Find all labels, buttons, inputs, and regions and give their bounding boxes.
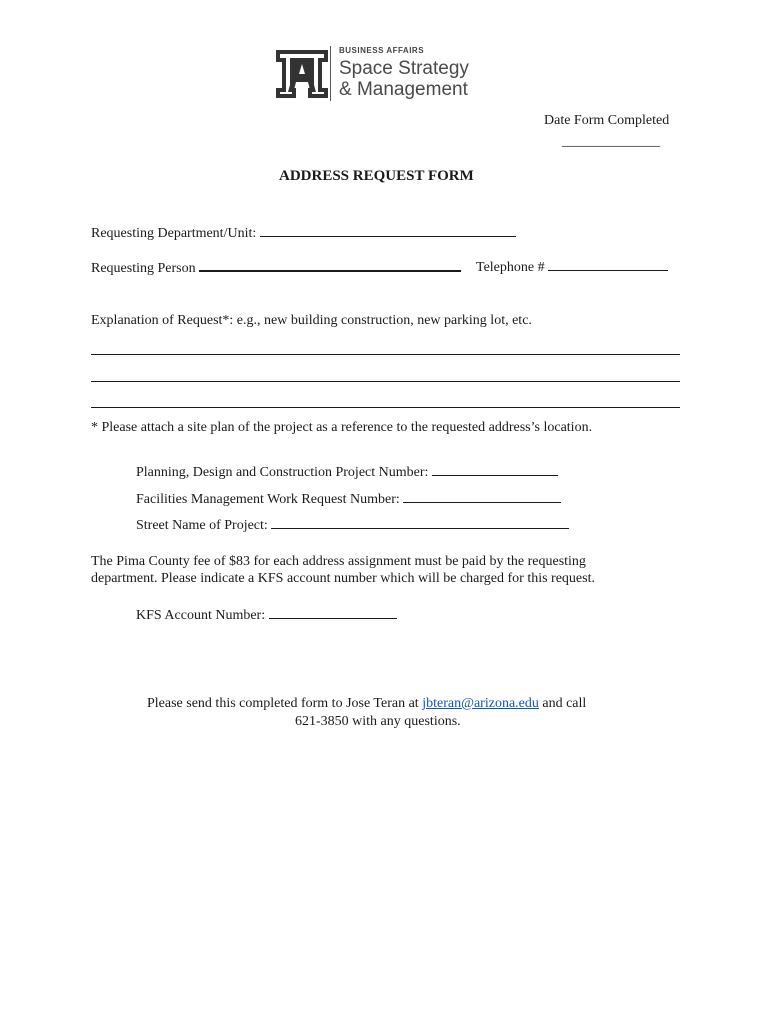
person-row xyxy=(91,258,461,277)
pdc-label: Planning, Design and Construction Project Number: xyxy=(136,465,429,480)
logo-small-text: BUSINESS AFFAIRS xyxy=(339,46,425,55)
department-label: Requesting Department/Unit: xyxy=(91,226,257,241)
footer-line-2: 621-3850 with any questions. xyxy=(295,714,461,729)
email-link[interactable]: jbteran@arizona.edu xyxy=(422,696,539,711)
kfs-label: KFS Account Number: xyxy=(136,608,266,623)
kfs-row xyxy=(136,606,397,624)
kfs-field[interactable] xyxy=(269,606,397,619)
fm-row xyxy=(136,490,561,508)
fm-label: Facilities Management Work Request Number: xyxy=(136,492,400,507)
pdc-field[interactable] xyxy=(432,463,558,476)
university-logo xyxy=(276,44,328,104)
explanation-line-1[interactable] xyxy=(91,354,680,355)
telephone-label: Telephone # xyxy=(476,260,545,275)
pdc-row xyxy=(136,463,558,481)
street-row xyxy=(136,516,569,534)
explanation-line-2[interactable] xyxy=(91,381,680,382)
telephone-field[interactable] xyxy=(548,258,668,271)
fm-field[interactable] xyxy=(403,490,561,503)
footer-prefix: Please send this completed form to Jose Teran at xyxy=(147,696,419,711)
telephone-row xyxy=(476,258,668,276)
department-row xyxy=(91,224,516,242)
site-plan-note: * Please attach a site plan of the project as a reference to the requested address’s location. xyxy=(91,420,593,435)
date-completed-label: Date Form Completed xyxy=(544,113,670,128)
form-title: ADDRESS REQUEST FORM xyxy=(279,168,474,184)
explanation-label: Explanation of Request*: e.g., new building construction, new parking lot, etc. xyxy=(91,313,532,328)
logo-line-2: & Management xyxy=(339,79,468,100)
street-label: Street Name of Project: xyxy=(136,518,268,533)
logo-line-1: Space Strategy xyxy=(339,58,469,79)
footer-suffix: and call xyxy=(542,696,587,711)
person-label: Requesting Person xyxy=(91,261,196,276)
logo-divider xyxy=(330,46,331,101)
date-completed-field[interactable]: ______________ xyxy=(562,134,660,149)
fee-text-line-2: department. Please indicate a KFS account number which will be charged for this request. xyxy=(91,571,595,586)
department-field[interactable] xyxy=(260,224,516,237)
street-field[interactable] xyxy=(271,516,569,529)
explanation-line-3[interactable] xyxy=(91,407,680,408)
fee-text-line-1: The Pima County fee of $83 for each address assignment must be paid by the requesting xyxy=(91,554,586,569)
footer-line-1 xyxy=(147,695,586,712)
person-field[interactable] xyxy=(199,258,461,272)
